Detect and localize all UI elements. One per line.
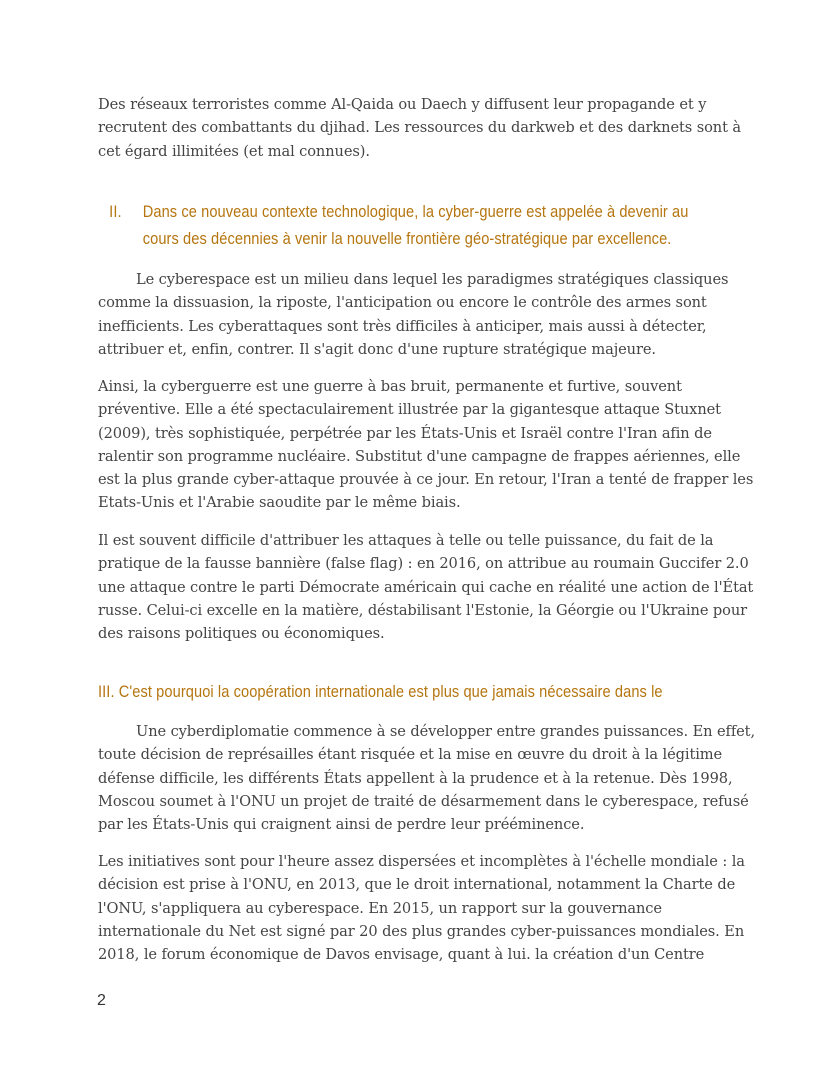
paragraph-cyberspace-milieu <box>98 268 738 361</box>
text-line: ralentir son programme nucléaire. Substitut d'une campagne de frappes aériennes, elle <box>98 447 741 465</box>
text-line: Des réseaux terroristes comme Al-Qaida ou Daech y diffusent leur propagande et y <box>98 96 707 113</box>
text-line: internationale du Net est signé par 20 des plus grandes cyber-puissances mondiales. En <box>98 922 745 940</box>
page-number: 2 <box>97 992 106 1009</box>
heading-line: Dans ce nouveau contexte technologique, la cyber-guerre est appelée à devenir au <box>142 202 689 221</box>
section-title <box>143 198 689 252</box>
text-line: préventive. Elle a été spectaculairement illustrée par la gigantesque attaque Stuxnet <box>98 401 721 419</box>
text-line: défense difficile, les différents États appellent à la prudence et à la retenue. Dès 1998, <box>98 769 733 787</box>
text-line: Le cyberespace est un milieu dans lequel les paradigmes stratégiques classiques <box>136 271 729 288</box>
section-heading-3 <box>98 678 663 706</box>
text-line: est la plus grande cyber-attaque prouvée à ce jour. En retour, l'Iran a tenté de frapper les <box>98 471 754 489</box>
text-line: des raisons politiques ou économiques. <box>98 625 385 643</box>
text-line: Il est souvent difficile d'attribuer les attaques à telle ou telle puissance, du fait de la <box>98 532 714 549</box>
text-line: 2018, le forum économique de Davos envisage, quant à lui. la création d'un Centre <box>98 946 705 964</box>
text-line: inefficients. Les cyberattaques sont très difficiles à anticiper, mais aussi à détecter, <box>98 317 707 335</box>
text-line: Une cyberdiplomatie commence à se développer entre grandes puissances. En effet, <box>136 723 755 740</box>
paragraph-stuxnet <box>98 375 754 515</box>
paragraph-false-flag <box>98 529 754 645</box>
text-line: l'ONU, s'appliquera au cyberespace. En 2015, un rapport sur la gouvernance <box>98 899 662 917</box>
text-line: décision est prise à l'ONU, en 2013, que le droit international, notamment la Charte de <box>98 876 736 894</box>
text-line: une attaque contre le parti Démocrate américain qui cache en réalité une action de l'État <box>98 578 754 596</box>
text-line: Moscou soumet à l'ONU un projet de traité de désarmement dans le cyberespace, refusé <box>98 792 749 810</box>
section-title: III. C'est pourquoi la coopération internationale est plus que jamais nécessaire dans le <box>98 682 663 701</box>
text-line: Ainsi, la cyberguerre est une guerre à bas bruit, permanente et furtive, souvent <box>98 378 682 395</box>
paragraph-cyberdiplomacy <box>98 720 755 836</box>
text-line: comme la dissuasion, la riposte, l'anticipation ou encore le contrôle des armes sont <box>98 294 707 312</box>
text-line: cet égard illimitées (et mal connues). <box>98 142 370 160</box>
text-line: Les initiatives sont pour l'heure assez dispersées et incomplètes à l'échelle mondiale : la <box>98 853 745 870</box>
text-line: par les États-Unis qui craignent ainsi de perdre leur prééminence. <box>98 816 585 834</box>
heading-line: cours des décennies à venir la nouvelle frontière géo-stratégique par excellence. <box>142 229 672 248</box>
paragraph-initiatives <box>98 850 745 966</box>
text-line: Etats-Unis et l'Arabie saoudite par le même biais. <box>98 494 461 512</box>
text-line: pratique de la fausse bannière (false flag) : en 2016, on attribue au roumain Guccifer 2.0 <box>98 555 749 573</box>
section-number: II. <box>109 202 122 221</box>
paragraph-terrorist-networks <box>98 93 741 163</box>
text-line: toute décision de représailles étant risquée et la mise en œuvre du droit à la légitime <box>98 746 723 764</box>
section-heading-2 <box>98 198 689 252</box>
text-line: attribuer et, enfin, contrer. Il s'agit donc d'une rupture stratégique majeure. <box>98 340 656 358</box>
text-line: (2009), très sophistiquée, perpétrée par les États-Unis et Israël contre l'Iran afin de <box>98 424 712 442</box>
text-line: recrutent des combattants du djihad. Les ressources du darkweb et des darknets sont à <box>98 119 741 137</box>
text-line: russe. Celui-ci excelle en la matière, déstabilisant l'Estonie, la Géorgie ou l'Ukraine pour <box>98 601 748 619</box>
